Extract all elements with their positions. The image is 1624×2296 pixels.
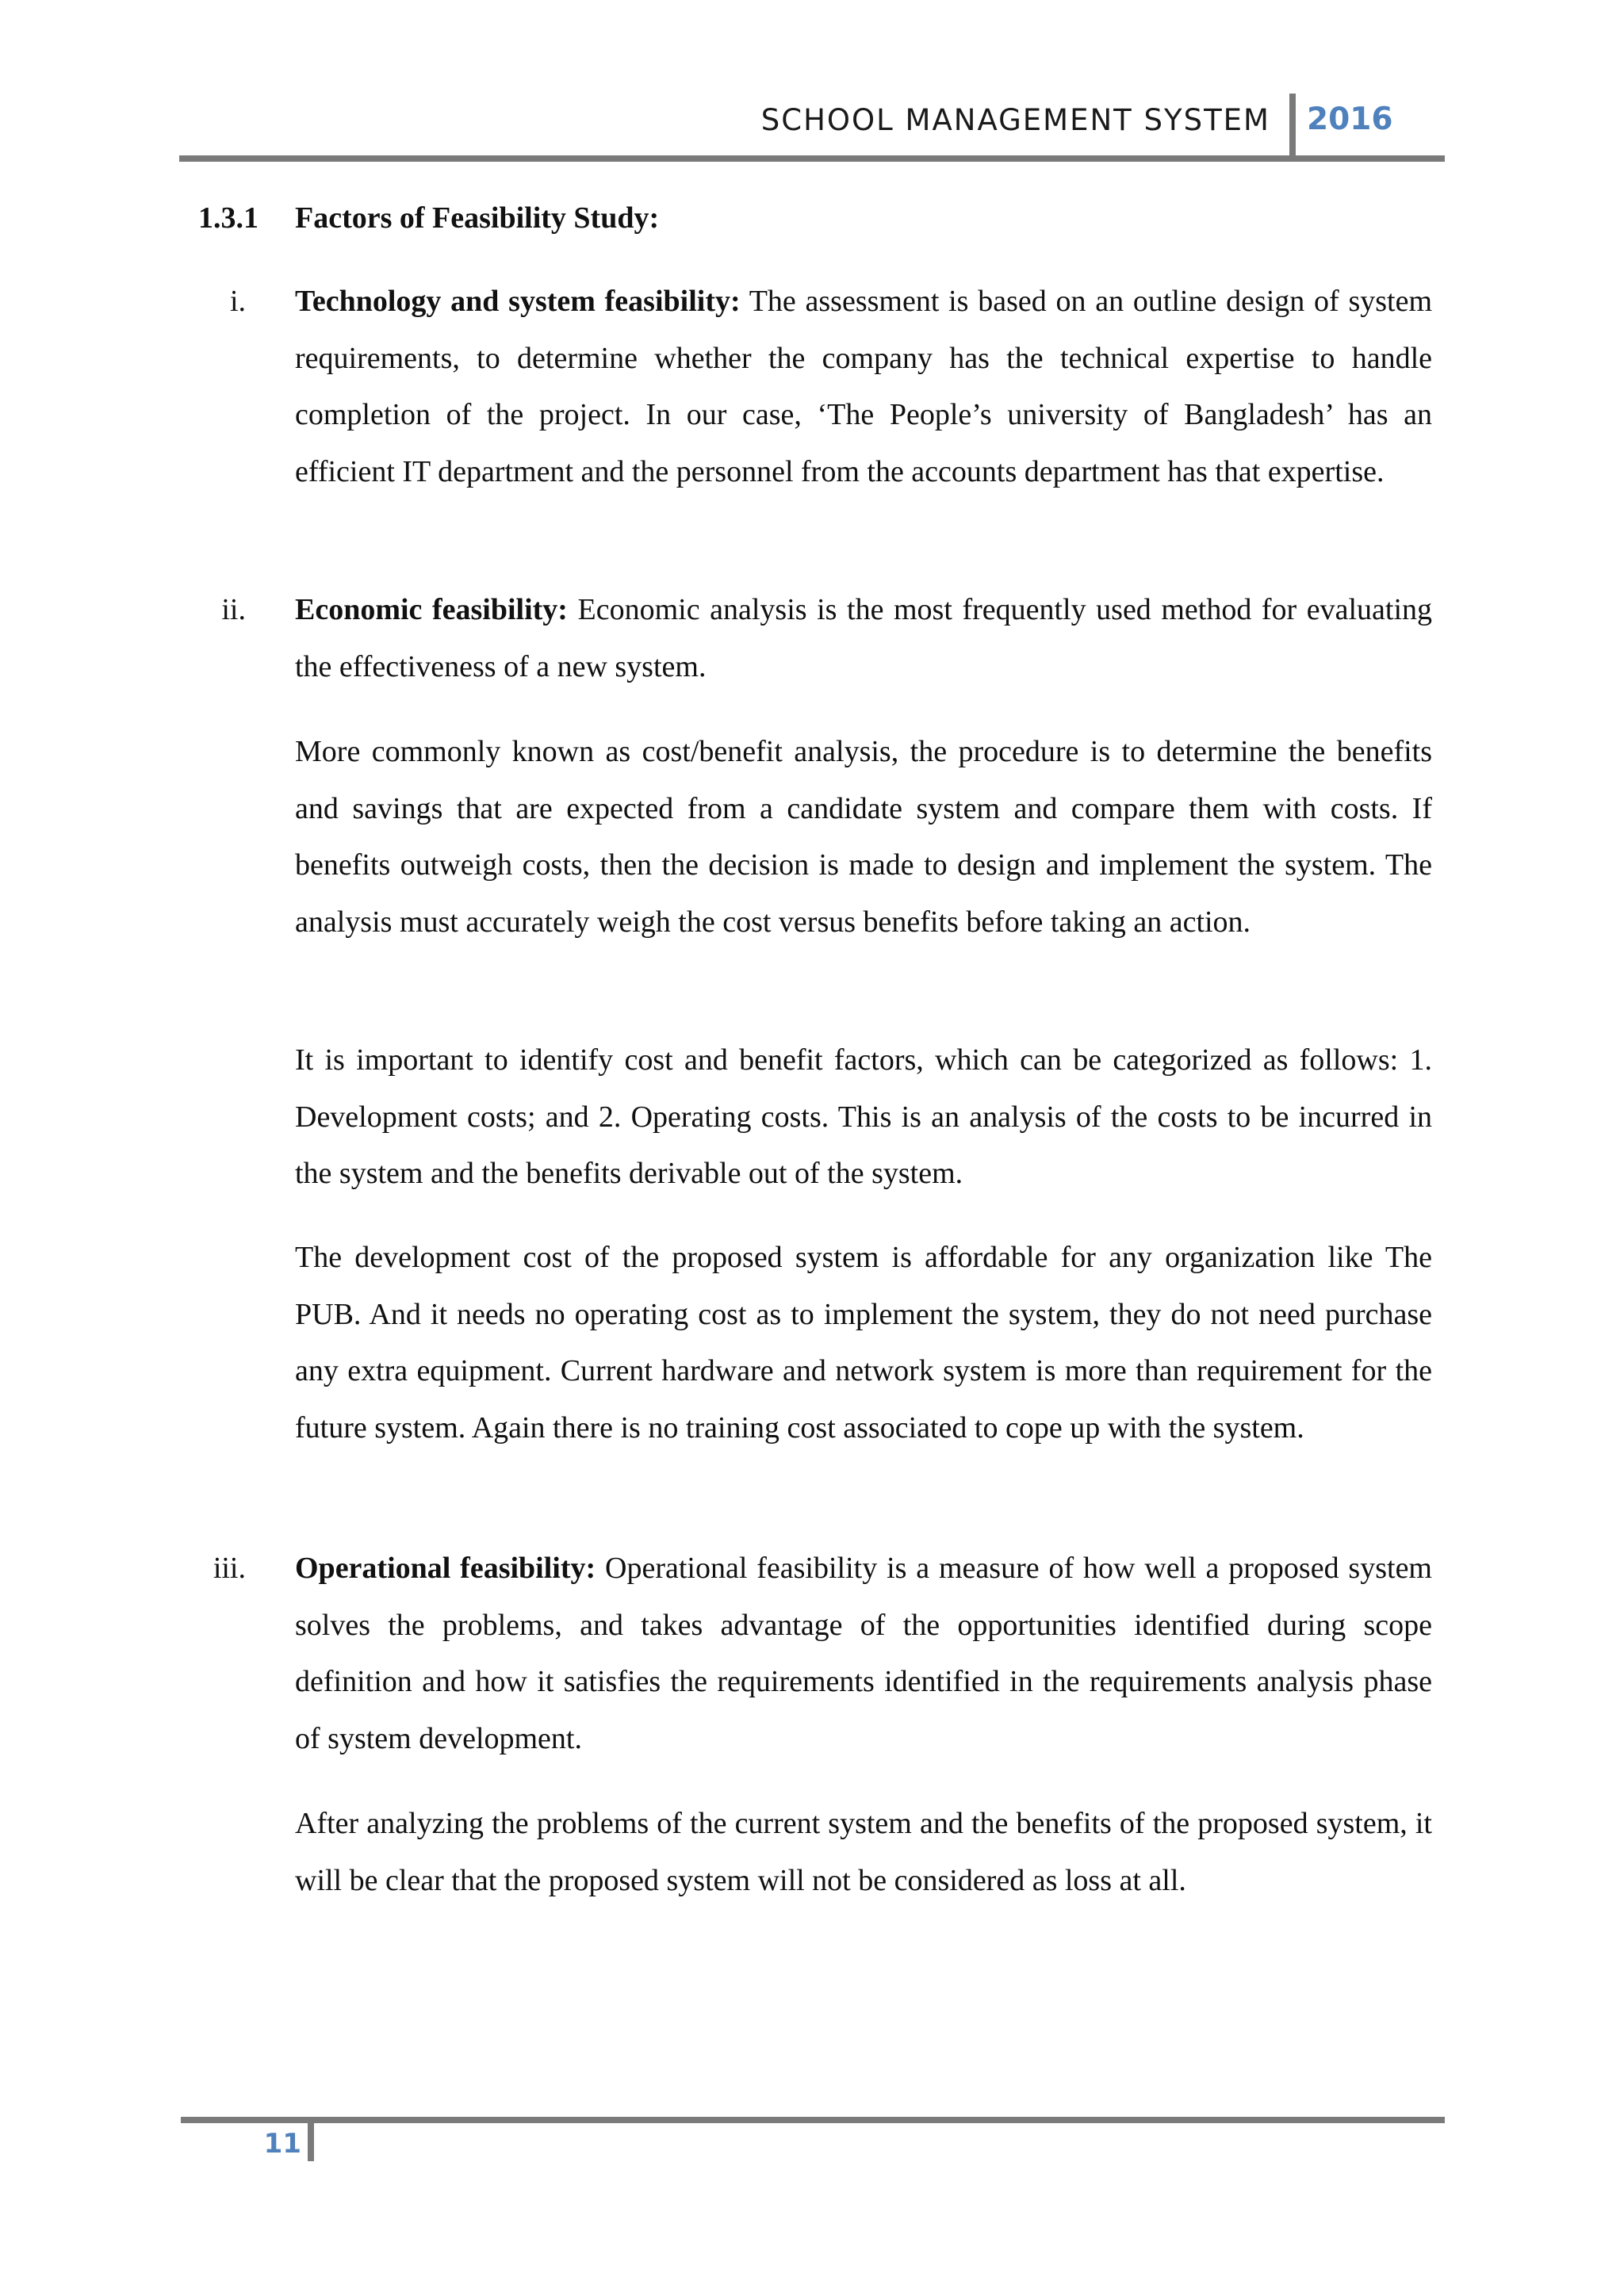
list-item-paragraph — [295, 582, 1432, 695]
paragraph-text: The assessment is based on an outline design of system requirements, to determine whether the company has the technical expertise to handle completion of the project. In our case, ‘The People’s university of Bangladesh’ has an efficient IT department and the personnel from the accounts department has that expertise. — [295, 285, 1432, 488]
list-marker: iii. — [213, 1552, 246, 1585]
paragraph-text: Economic analysis is the most frequently used method for evaluating the effectiveness of a new system. — [295, 593, 1433, 683]
header-separator — [1289, 94, 1296, 160]
list-item-paragraph — [295, 274, 1432, 500]
item-heading: Operational feasibility: — [295, 1552, 596, 1585]
list-marker: ii. — [221, 593, 246, 626]
header-rule — [179, 155, 1445, 162]
page-header — [179, 94, 1445, 160]
footer-separator — [308, 2117, 314, 2161]
item-heading: Technology and system feasibility: — [295, 285, 741, 318]
paragraph: The development cost of the proposed system is affordable for any organization like The PUB. And it needs no operating cost as to implement the system, they do not need purchase any extra equipment. Current hardware and network system is more than requirement for the future system. Again there is no training cost associated to cope up with the system. — [295, 1241, 1432, 1445]
page-number: 11 — [263, 2128, 301, 2160]
header-title: SCHOOL MANAGEMENT SYSTEM — [760, 103, 1270, 137]
header-year: 2016 — [1307, 101, 1393, 137]
section-heading — [198, 190, 659, 247]
paragraph: More commonly known as cost/benefit analysis, the procedure is to determine the benefits and savings that are expected from a candidate system and compare them with costs. If benefits outweigh costs, then the decision is made to design and implement the system. The analysis must accurately weigh the cost versus benefits before taking an action. — [295, 735, 1432, 939]
paragraph: It is important to identify cost and benefit factors, which can be categorized as follows: 1. Development costs; and 2. Operating costs. This is an analysis of the costs to be incurred in the system and the benefits derivable out of the system. — [295, 1043, 1432, 1190]
paragraph-text: Operational feasibility is a measure of how well a proposed system solves the problems, and takes advantage of the opportunities identified during scope definition and how it satisfies the requirements identified in the requirements analysis phase of system development. — [295, 1552, 1432, 1755]
list-item-paragraph — [295, 1540, 1432, 1767]
item-heading: Economic feasibility: — [295, 593, 568, 626]
footer-rule — [181, 2117, 1445, 2123]
section-number: 1.3.1 — [198, 201, 259, 235]
paragraph: After analyzing the problems of the current system and the benefits of the proposed system, it will be clear that the proposed system will not be considered as loss at all. — [295, 1807, 1432, 1897]
section-title: Factors of Feasibility Study: — [295, 201, 660, 235]
list-marker: i. — [229, 285, 246, 318]
